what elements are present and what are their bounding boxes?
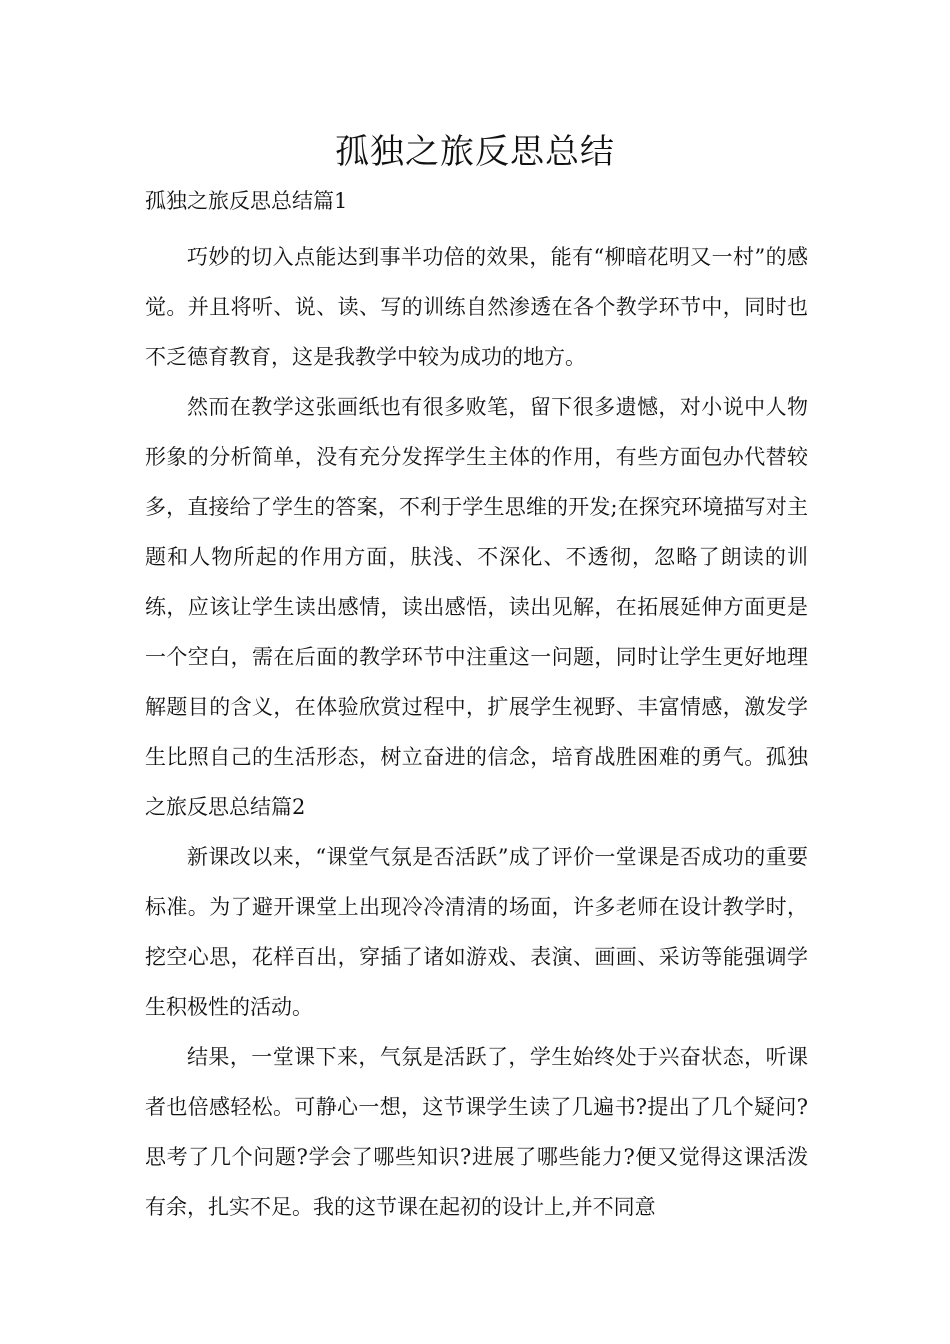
paragraph: 然而在教学这张画纸也有很多败笔，留下很多遗憾，对小说中人物形象的分析简单，没有充分发挥学生主体的作用，有些方面包办代替较多，直接给了学生的答案，不利于学生思维的开发;在探究环境描写对主题和人物所起的作用方面，肤浅、不深化、不透彻，忽略了朗读的训练，应该让学生读出感情，读出感悟，读出见解，在拓展延伸方面更是一个空白，需在后面的教学环节中注重这一问题，同时让学生更好地理解题目的含义，在体验欣赏过程中，扩展学生视野、丰富情感，激发学生比照自己的生活形态，树立奋进的信念，培育战胜困难的勇气。孤独之旅反思总结篇2	[145, 395, 808, 819]
paragraph: 新课改以来，“课堂气氛是否活跃”成了评价一堂课是否成功的重要标准。为了避开课堂上出现冷冷清清的场面，许多老师在设计教学时，挖空心思，花样百出，穿插了诸如游戏、表演、画画、采访等能强调学生积极性的活动。	[145, 845, 808, 1019]
paragraph: 巧妙的切入点能达到事半功倍的效果，能有“柳暗花明又一村”的感觉。并且将听、说、读、写的训练自然渗透在各个教学环节中，同时也不乏德育教育，这是我教学中较为成功的地方。	[145, 245, 808, 369]
paragraph: 结果，一堂课下来，气氛是活跃了，学生始终处于兴奋状态，听课者也倍感轻松。可静心一想，这节课学生读了几遍书?提出了几个疑问?思考了几个问题?学会了哪些知识?进展了哪些能力?便又觉得这课活泼有余，扎实不足。我的这节课在起初的设计上,并不同意	[145, 1045, 808, 1219]
document-title: 孤独之旅反思总结	[335, 132, 615, 172]
section-heading: 孤独之旅反思总结篇1	[145, 189, 348, 213]
document-body	[145, 232, 808, 1232]
